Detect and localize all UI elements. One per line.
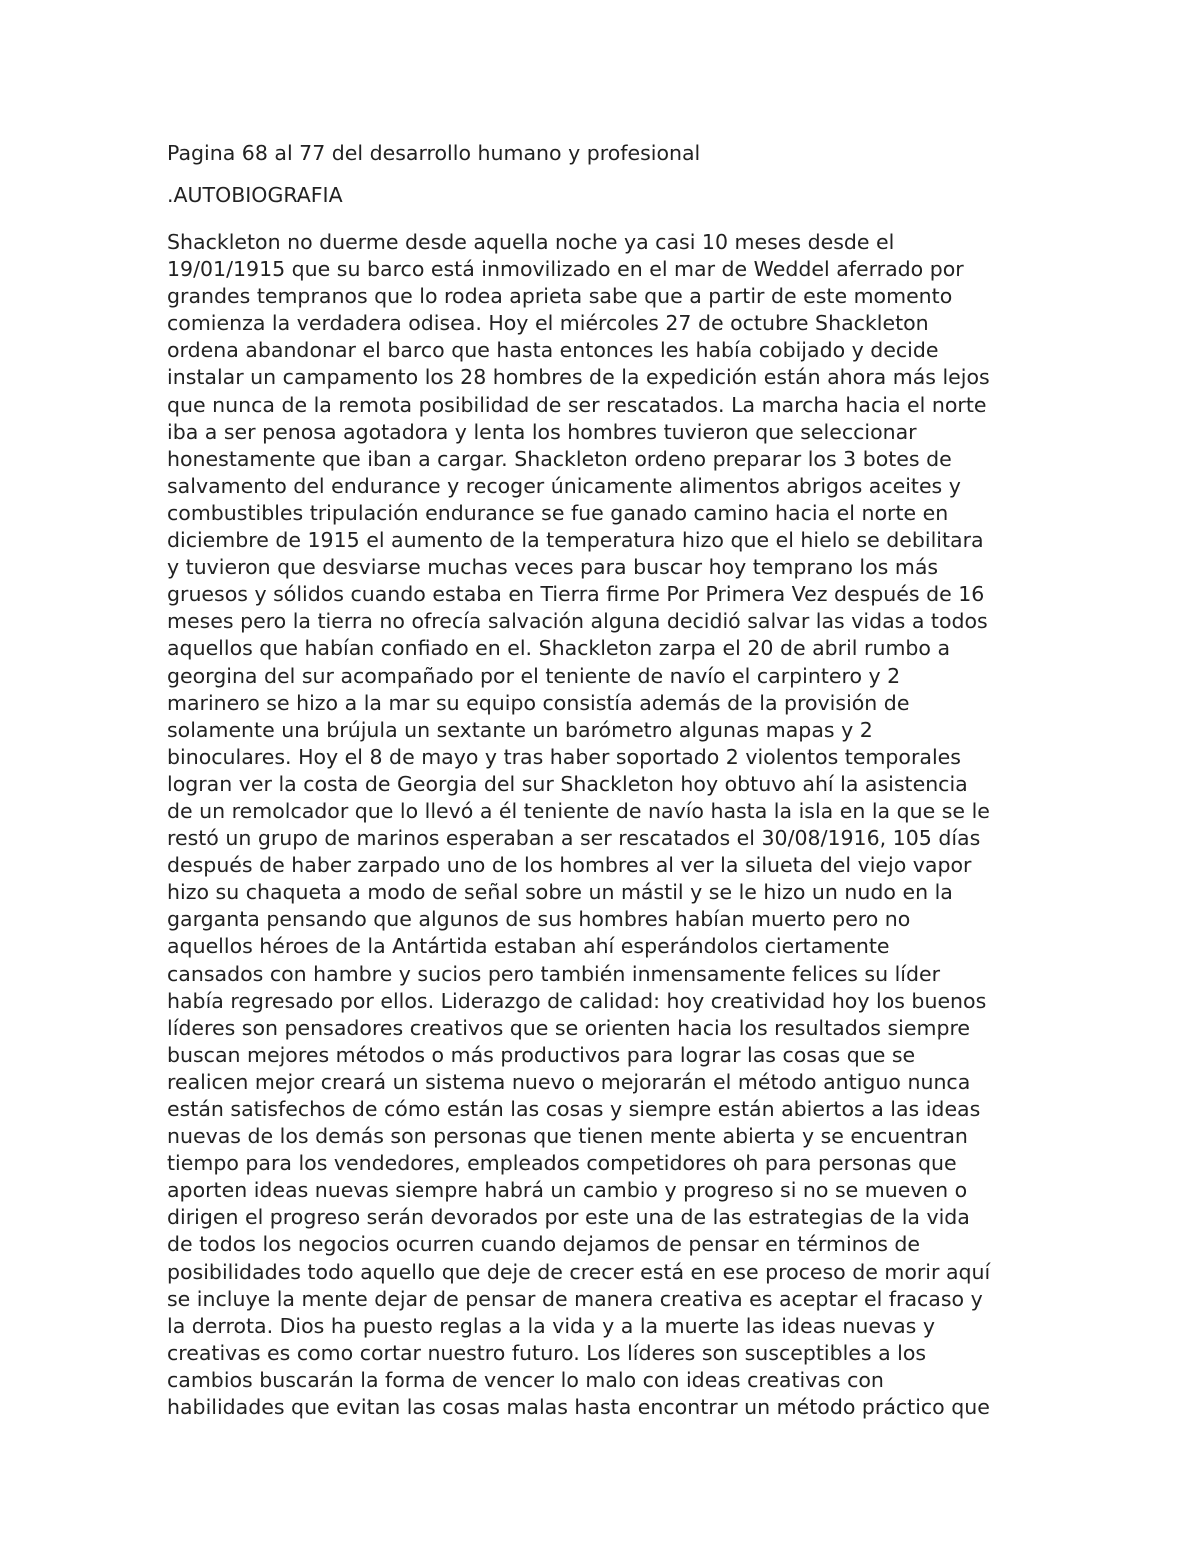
text-line: y tuvieron que desviarse muchas veces para buscar hoy temprano los más bbox=[167, 555, 939, 580]
text-line: creativas es como cortar nuestro futuro. Los líderes son susceptibles a los bbox=[167, 1340, 927, 1365]
text-line: honestamente que iban a cargar. Shackleton ordeno preparar los 3 botes de bbox=[167, 446, 952, 471]
text-line: se incluye la mente dejar de pensar de manera creativa es aceptar el fracaso y bbox=[167, 1286, 983, 1311]
text-line: logran ver la costa de Georgia del sur Shackleton hoy obtuvo ahí la asistencia bbox=[167, 771, 968, 796]
text-line: nuevas de los demás son personas que tienen mente abierta y se encuentran bbox=[167, 1124, 968, 1149]
text-line: realicen mejor creará un sistema nuevo o mejorarán el método antiguo nunca bbox=[167, 1069, 971, 1094]
text-line: comienza la verdadera odisea. Hoy el miércoles 27 de octubre Shackleton bbox=[167, 311, 929, 336]
text-line: posibilidades todo aquello que deje de crecer está en ese proceso de morir aquí bbox=[167, 1259, 991, 1284]
text-line: después de haber zarpado uno de los hombres al ver la silueta del viejo vapor bbox=[167, 853, 972, 878]
text-line: iba a ser penosa agotadora y lenta los hombres tuvieron que seleccionar bbox=[167, 419, 917, 444]
text-line: salvamento del endurance y recoger únicamente alimentos abrigos aceites y bbox=[167, 473, 961, 498]
text-line: están satisfechos de cómo están las cosas y siempre están abiertos a las ideas bbox=[167, 1097, 981, 1121]
text-line: dirigen el progreso serán devorados por este una de las estrategias de la vida bbox=[167, 1205, 970, 1230]
text-line: gruesos y sólidos cuando estaba en Tierra firme Por Primera Vez después de 16 bbox=[167, 582, 985, 607]
text-line: restó un grupo de marinos esperaban a ser rescatados el 30/08/1916, 105 días bbox=[167, 826, 981, 851]
text-line: binoculares. Hoy el 8 de mayo y tras haber soportado 2 violentos temporales bbox=[167, 744, 961, 769]
text-line: cambios buscarán la forma de vencer lo malo con ideas creativas con bbox=[167, 1367, 884, 1392]
text-line: tiempo para los vendedores, empleados competidores oh para personas que bbox=[167, 1151, 957, 1176]
text-line: cansados con hambre y sucios pero también inmensamente felices su líder bbox=[167, 961, 941, 986]
text-line: aquellos héroes de la Antártida estaban ahí esperándolos ciertamente bbox=[167, 934, 890, 959]
text-line: solamente una brújula un sextante un barómetro algunas mapas y 2 bbox=[167, 717, 873, 742]
text-line: había regresado por ellos. Liderazgo de calidad: hoy creatividad hoy los buenos bbox=[167, 988, 987, 1013]
text-line: aquellos que habían confiado en el. Shackleton zarpa el 20 de abril rumbo a bbox=[167, 636, 951, 661]
text-line: georgina del sur acompañado por el teniente de navío el carpintero y 2 bbox=[167, 663, 901, 688]
text-line: meses pero la tierra no ofrecía salvación alguna decidió salvar las vidas a todos bbox=[167, 609, 988, 634]
text-line: la derrota. Dios ha puesto reglas a la vida y a la muerte las ideas nuevas y bbox=[167, 1313, 935, 1338]
text-line: líderes son pensadores creativos que se orienten hacia los resultados siempre bbox=[167, 1015, 971, 1040]
text-line: habilidades que evitan las cosas malas hasta encontrar un método práctico que bbox=[167, 1395, 990, 1420]
text-line: combustibles tripulación endurance se fue ganado camino hacia el norte en bbox=[167, 500, 949, 525]
text-line: garganta pensando que algunos de sus hombres habían muerto pero no bbox=[167, 907, 911, 932]
page-heading: Pagina 68 al 77 del desarrollo humano y profesional bbox=[167, 141, 701, 165]
text-line: marinero se hizo a la mar su equipo consistía además de la provisión de bbox=[167, 690, 910, 715]
text-line: ordena abandonar el barco que hasta entonces les había cobijado y decide bbox=[167, 338, 939, 363]
text-line: de un remolcador que lo llevó a él teniente de navío hasta la isla en la que se le bbox=[167, 798, 990, 823]
text-line: diciembre de 1915 el aumento de la temperatura hizo que el hielo se debilitara bbox=[167, 528, 984, 553]
text-line: 19/01/1915 que su barco está inmovilizado en el mar de Weddel aferrado por bbox=[167, 257, 964, 282]
text-line: aporten ideas nuevas siempre habrá un cambio y progreso si no se mueven o bbox=[167, 1178, 968, 1203]
body-paragraph bbox=[167, 229, 1037, 1421]
text-line: Shackleton no duerme desde aquella noche ya casi 10 meses desde el bbox=[167, 230, 895, 254]
section-title: .AUTOBIOGRAFIA bbox=[167, 183, 343, 207]
text-line: buscan mejores métodos o más productivos para lograr las cosas que se bbox=[167, 1042, 916, 1067]
text-line: grandes tempranos que lo rodea aprieta sabe que a partir de este momento bbox=[167, 284, 953, 309]
text-line: de todos los negocios ocurren cuando dejamos de pensar en términos de bbox=[167, 1232, 921, 1257]
text-line: que nunca de la remota posibilidad de ser rescatados. La marcha hacia el norte bbox=[167, 392, 987, 417]
text-line: instalar un campamento los 28 hombres de la expedición están ahora más lejos bbox=[167, 365, 990, 390]
text-line: hizo su chaqueta a modo de señal sobre un mástil y se le hizo un nudo en la bbox=[167, 880, 953, 905]
document-content bbox=[167, 140, 1037, 1421]
